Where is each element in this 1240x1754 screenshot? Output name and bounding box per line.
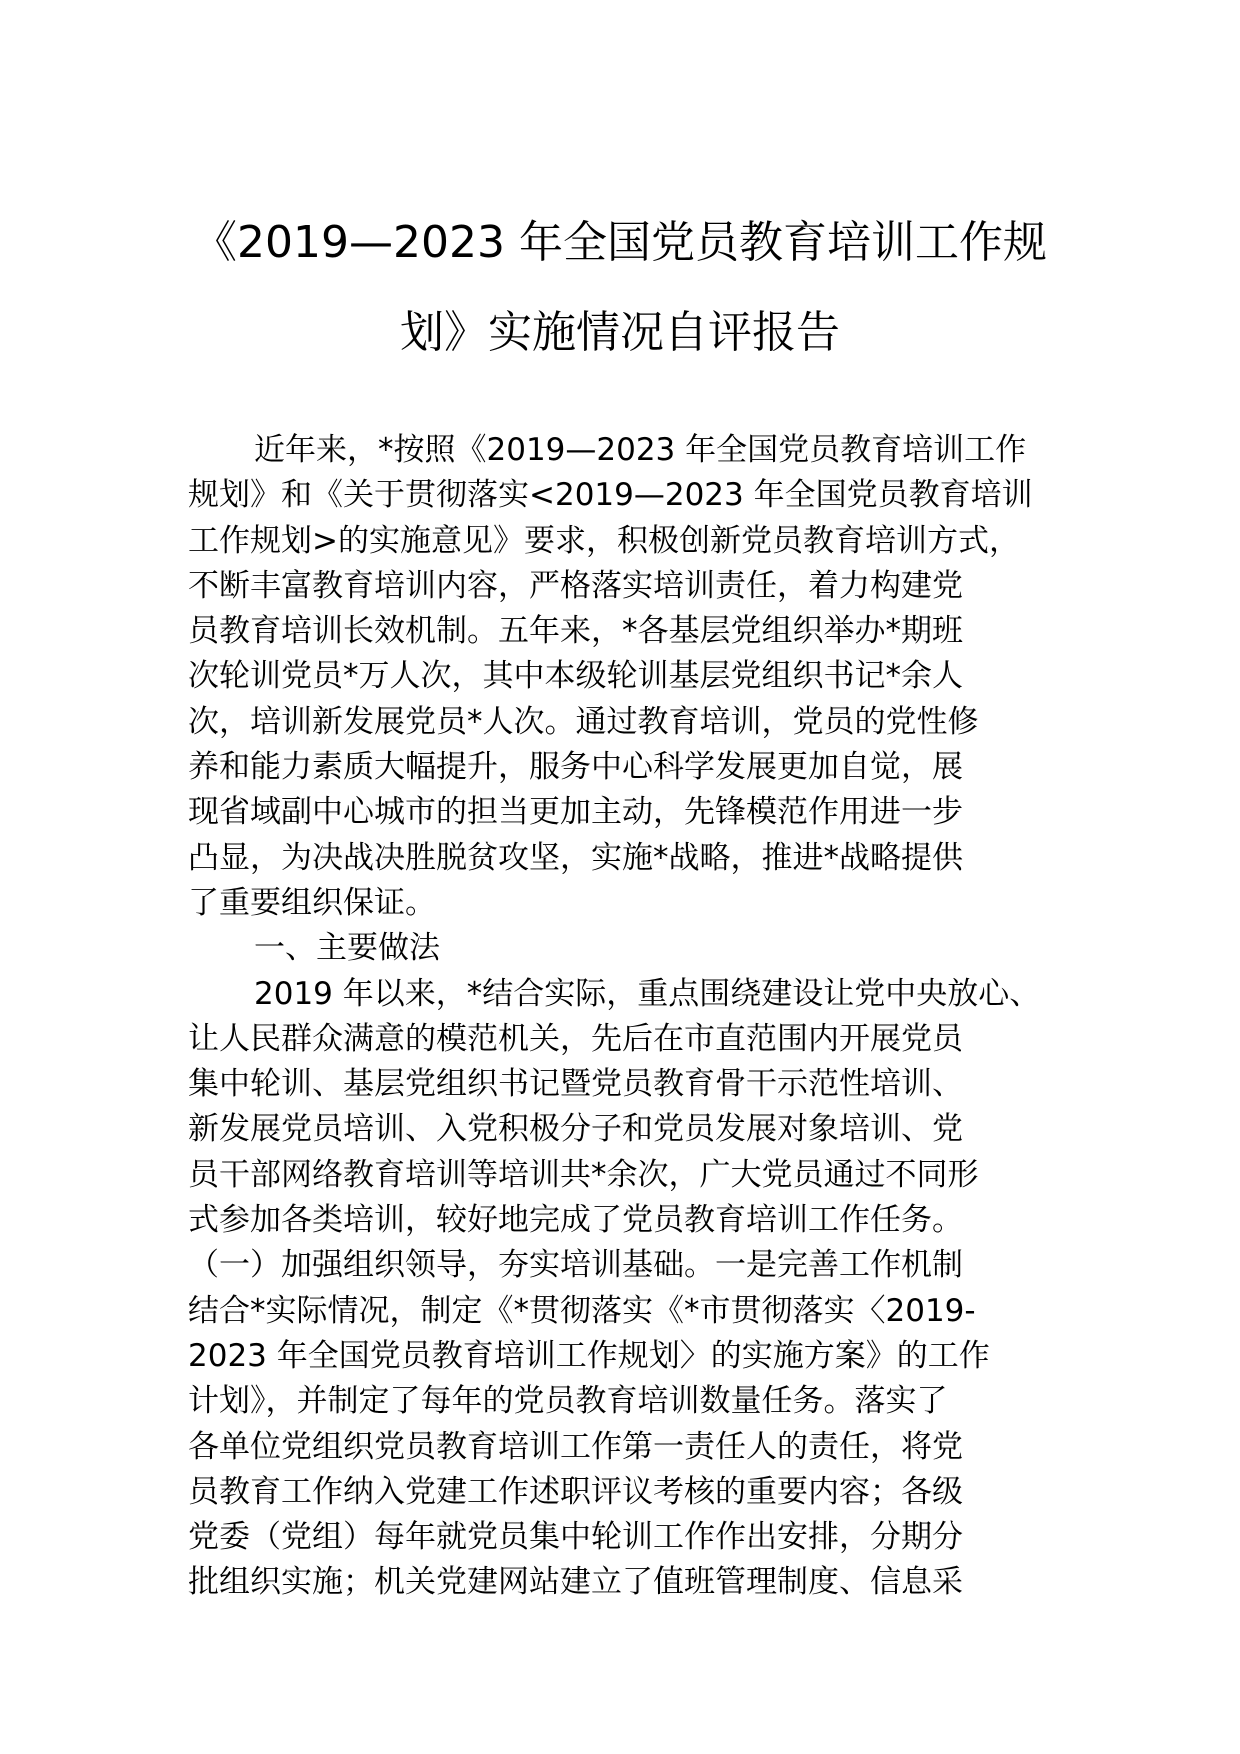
document-body xyxy=(188,428,1093,1606)
body-line: 员干部网络教育培训等培训共*余次，广大党员通过不同形 xyxy=(188,1156,979,1193)
body-line: 式参加各类培训，较好地完成了党员教育培训工作任务。 xyxy=(188,1202,963,1239)
body-line: 员教育培训长效机制。五年来，*各基层党组织举办*期班 xyxy=(188,613,963,650)
body-line: （一）加强组织领导，夯实培训基础。一是完善工作机制 xyxy=(188,1247,963,1284)
body-line: 新发展党员培训、入党积极分子和党员发展对象培训、党 xyxy=(188,1111,963,1148)
body-line: 次，培训新发展党员*人次。通过教育培训，党员的党性修 xyxy=(188,703,979,740)
body-line: 规划》和《关于贯彻落实<2019—2023 年全国党员教育培训 xyxy=(188,477,1033,514)
body-line: 让人民群众满意的模范机关，先后在市直范围内开展党员 xyxy=(188,1020,963,1057)
document-title-line-1: 《2019—2023 年全国党员教育培训工作规 xyxy=(193,217,1047,268)
body-line: 不断丰富教育培训内容，严格落实培训责任，着力构建党 xyxy=(188,567,963,604)
body-line: 一、主要做法 xyxy=(254,930,440,967)
body-line: 计划》，并制定了每年的党员教育培训数量任务。落实了 xyxy=(188,1383,948,1420)
body-line: 集中轮训、基层党组织书记暨党员教育骨干示范性培训、 xyxy=(188,1066,963,1103)
body-line: 结合*实际情况，制定《*贯彻落实《*市贯彻落实〈2019- xyxy=(188,1292,976,1329)
body-line: 养和能力素质大幅提升，服务中心科学发展更加自觉，展 xyxy=(188,749,963,786)
document-title-line-2: 划》实施情况自评报告 xyxy=(400,307,840,358)
body-line: 2023 年全国党员教育培训工作规划〉的实施方案》的工作 xyxy=(188,1337,990,1374)
body-line: 近年来，*按照《2019—2023 年全国党员教育培训工作 xyxy=(254,432,1027,468)
body-line: 党委（党组）每年就党员集中轮训工作作出安排，分期分 xyxy=(188,1519,963,1556)
body-line: 各单位党组织党员教育培训工作第一责任人的责任，将党 xyxy=(188,1428,963,1465)
body-line: 批组织实施；机关党建网站建立了值班管理制度、信息采 xyxy=(188,1564,963,1601)
body-line: 2019 年以来，*结合实际，重点围绕建设让党中央放心、 xyxy=(254,975,1041,1012)
body-line: 员教育工作纳入党建工作述职评议考核的重要内容；各级 xyxy=(188,1473,963,1510)
body-line: 现省域副中心城市的担当更加主动，先锋模范作用进一步 xyxy=(188,794,963,831)
body-line: 了重要组织保证。 xyxy=(188,884,436,921)
body-line: 凸显，为决战决胜脱贫攻坚，实施*战略，推进*战略提供 xyxy=(188,839,963,876)
body-line: 工作规划>的实施意见》要求，积极创新党员教育培训方式， xyxy=(188,522,1020,559)
body-line: 次轮训党员*万人次，其中本级轮训基层党组织书记*余人 xyxy=(188,658,963,695)
